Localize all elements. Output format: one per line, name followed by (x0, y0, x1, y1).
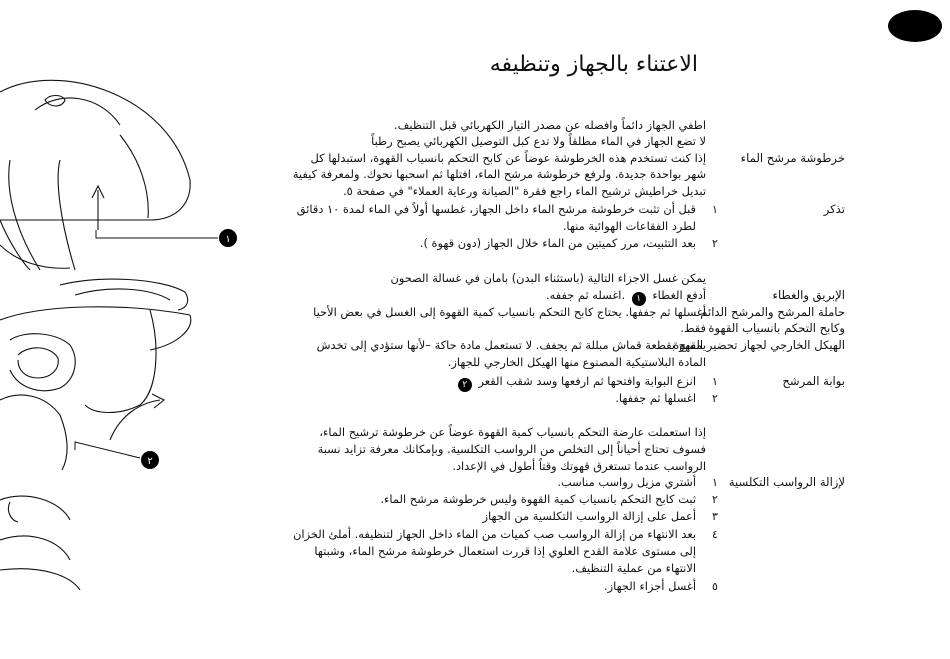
side-label-descale: لإزالة الرواسب التكلسية (728, 475, 845, 489)
remember-step-2-number: ٢ (712, 237, 718, 250)
descale-step-1-number: ١ (712, 476, 718, 489)
jug-text-after: .اغسله ثم جففه. (546, 288, 626, 302)
descale-step-3-text: أعمل على إزالة الرواسب التكلسية من الجهاز (482, 509, 696, 523)
descale-intro-line-2: فسوف تحتاج أحياناً إلى التخلص من الرواسب التكلسية. وبإمكانك معرفة تزايد نسبة (317, 442, 706, 456)
descale-step-4-number: ٤ (712, 528, 718, 541)
figure-callout-2-icon (141, 451, 159, 469)
descale-step-4-line-1: بعد الانتهاء من إزالة الرواسب صب كميات من الماء داخل الجهاز لتنظيفه. أملئ الخزان (293, 527, 696, 541)
remember-step-1-line-1: قبل أن تثبت خرطوشة مرشح الماء داخل الجهاز، غطسها أولاً في الماء لمدة ١٠ دقائق (296, 202, 696, 216)
gate-step-1-number: ١ (712, 375, 718, 388)
gate-step-2-text: اغسلها ثم جففها. (615, 391, 696, 405)
figure-callout-2-number: ٢ (147, 456, 153, 467)
descale-step-5-number: ٥ (712, 580, 718, 593)
filter-line-2: فقط. (680, 321, 706, 335)
descale-step-1-text: أشتري مزيل رواسب مناسب. (557, 475, 696, 489)
water-filter-line-2: لا تضع الجهاز في الماء مطلقاً ولا تدع كبل التوصيل الكهربائي يصبح رطباً (371, 134, 706, 148)
coffee-maker-illustration (0, 70, 240, 590)
side-label-outer-body: الهيكل الخارجي لجهاز تحضير القهوة (673, 338, 845, 352)
side-label-filter-gate: بوابة المرشح (782, 374, 845, 388)
side-label-jug-lid: الإبريق والغطاء (772, 288, 845, 302)
water-filter-line-4: شهر بواحدة جديدة. ولرفع خرطوشة مرشح الماء، افتلها ثم اسحبها نحوك. ولمعرفة كيفية (292, 167, 706, 181)
descale-step-2-number: ٢ (712, 493, 718, 506)
water-filter-line-3: إذا كنت تستخدم هذه الخرطوشة عوضاً عن كابح التحكم بانسياب القهوة، استبدلها كل (310, 151, 706, 165)
remember-step-1-line-2: لطرد الفقاعات الهوائية منها. (562, 219, 696, 233)
descale-step-5-text: أغسل أجزاء الجهاز. (604, 579, 696, 593)
descale-step-3-number: ٣ (712, 510, 718, 523)
page-title: الاعتناء بالجهاز وتنظيفه (489, 52, 698, 77)
side-label-filter-holder: حاملة المرشح والمرشح الدائم (700, 305, 845, 319)
filter-line-1: أغسلها ثم جففها. يحتاج كابح التحكم بانسياب كمية القهوة إلى الغسل في بعض الأحيا (313, 305, 706, 319)
figure-callout-1-icon (219, 229, 237, 247)
body-line-2: المادة البلاستيكية المصنوع منها الهيكل الخارجي للجهاز. (447, 355, 706, 369)
jug-instruction (546, 289, 706, 306)
descale-step-4-line-3: الانتهاء من عملية التنظيف. (571, 561, 696, 575)
side-label-water-filter: خرطوشة مرشح الماء (740, 151, 845, 165)
descale-step-4-line-2: إلى مستوى علامة القدح العلوي إذا قررت استعمال خرطوشة مرشح الماء، وشبتها (314, 544, 696, 558)
water-filter-line-5: تبديل خراطيش ترشيح الماء راجع فقرة "الصيانة ورعاية العملاء" في صفحة ٥. (343, 184, 706, 198)
callout-2-badge-icon: ٢ (458, 378, 472, 392)
gate-step-1-text (455, 375, 696, 392)
figure-callout-1-number: ١ (225, 234, 231, 245)
remember-step-1-number: ١ (712, 203, 718, 216)
body-line-1: يمسح بقطعة قماش مبللة ثم يجفف. لا تستعمل مادة حاكة –لأنها ستؤدي إلى تخدش (316, 338, 706, 352)
side-label-flow-control: وكابح التحكم بانسياب القهوة (708, 321, 845, 335)
gate-step-2-number: ٢ (712, 392, 718, 405)
gate-step-1-text-before: انزع البوابة وافتحها ثم ارفعها وسد شقب القعر (478, 374, 696, 388)
parts-intro: يمكن غسل الاجزاء التالية (باستثناء البدن) بامان في غسالة الصحون (390, 271, 706, 285)
page-tab-marker (888, 10, 942, 42)
side-label-remember: تذكر (823, 202, 845, 216)
callout-1-badge-icon: ١ (632, 292, 646, 306)
jug-text-before: أدفع الغطاء (652, 288, 706, 302)
descale-intro-line-3: الرواسب عندما تستغرق قهوتك وقتاً أطول في الإعداد. (452, 459, 706, 473)
descale-step-2-text: ثبت كابح التحكم بانسياب كمية القهوة وليس خرطوشة مرشح الماء. (380, 492, 696, 506)
descale-intro-line-1: إذا استعملت عارضة التحكم بانسياب كمية القهوة عوضاً عن خرطوشة ترشيح الماء، (319, 425, 706, 439)
remember-step-2-line-1: بعد التثبيت، مرر كميتين من الماء خلال الجهاز (دون قهوة ). (419, 236, 696, 250)
water-filter-line-1: اطفي الجهاز دائماً وافصله عن مصدر التيار الكهربائي قبل التنظيف. (394, 118, 706, 132)
